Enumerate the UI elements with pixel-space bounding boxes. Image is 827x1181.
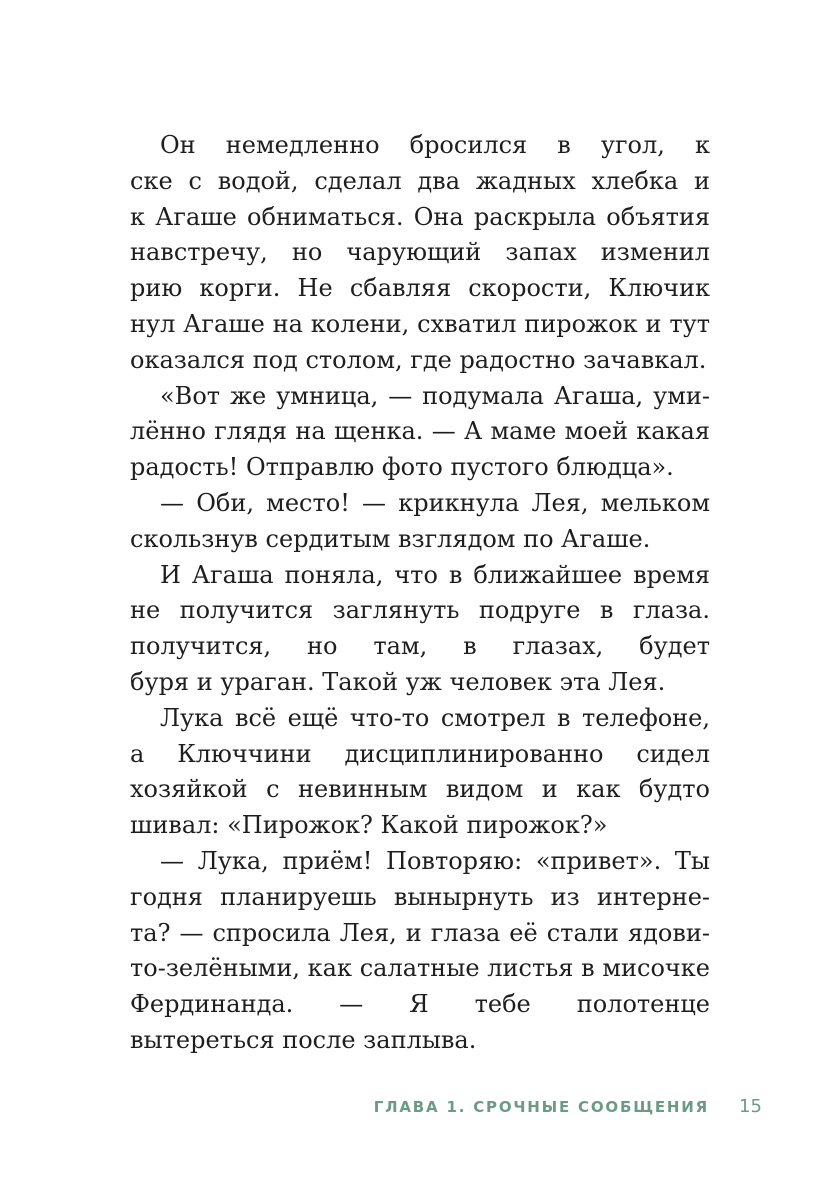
text-line: шивал: «Пирожок? Какой пирожок?» — [130, 811, 608, 840]
text-line: нул Агаше на колени, схватил пирожок и тут — [130, 309, 710, 338]
text-line: та? — спросила Лея, и глаза её стали ядови- — [130, 918, 710, 947]
text-line: хозяйкой с невинным видом и как будто — [130, 775, 710, 804]
text-line: радость! Отправлю фото пустого блюдца». — [130, 453, 674, 482]
text-line: Он немедленно бросился в угол, к — [160, 131, 710, 159]
text-line: лённо глядя на щенка. — А маме моей какая — [130, 417, 710, 446]
text-line: навстречу, но чарующий запах изменил — [130, 238, 710, 267]
text-line: ске с водой, сделал два жадных хлебка и — [130, 166, 710, 195]
text-line: годня планируешь вынырнуть из интерне- — [130, 882, 710, 911]
text-line: а Ключчини дисциплинированно сидел — [130, 739, 710, 768]
text-line: Лука всё ещё что-то смотрел в телефоне, — [160, 703, 710, 732]
page-footer — [0, 1096, 827, 1120]
text-line: получится, но там, в глазах, будет — [130, 632, 710, 661]
text-line: рию корги. Не сбавляя скорости, Ключик — [130, 274, 710, 303]
text-line: буря и ураган. Такой уж человек эта Лея. — [130, 667, 666, 696]
page-number: 15 — [739, 1096, 762, 1117]
running-head: ГЛАВА 1. СРОЧНЫЕ СООБЩЕНИЯ — [373, 1098, 709, 1116]
text-line: — Лука, приём! Повторяю: «привет». Ты — [160, 846, 710, 875]
text-line: то-зелёными, как салатные листья в мисочке — [130, 954, 710, 983]
body-text — [130, 128, 710, 1059]
text-line: не получится заглянуть подруге в глаза. — [130, 596, 710, 625]
text-line: скользнув сердитым взглядом по Агаше. — [130, 524, 651, 553]
text-line: — Оби, место! — крикнула Лея, мельком — [160, 488, 710, 517]
text-line: вытереться после заплыва. — [130, 1025, 477, 1054]
text-line: Фердинанда. — Я тебе полотенце — [130, 990, 710, 1019]
text-line: «Вот же умница, — подумала Агаша, уми- — [160, 381, 710, 410]
text-line: оказался под столом, где радостно зачавкал. — [130, 345, 707, 374]
text-line: И Агаша поняла, что в ближайшее время — [160, 560, 710, 589]
text-line: к Агаше обниматься. Она раскрыла объятия — [130, 202, 710, 231]
